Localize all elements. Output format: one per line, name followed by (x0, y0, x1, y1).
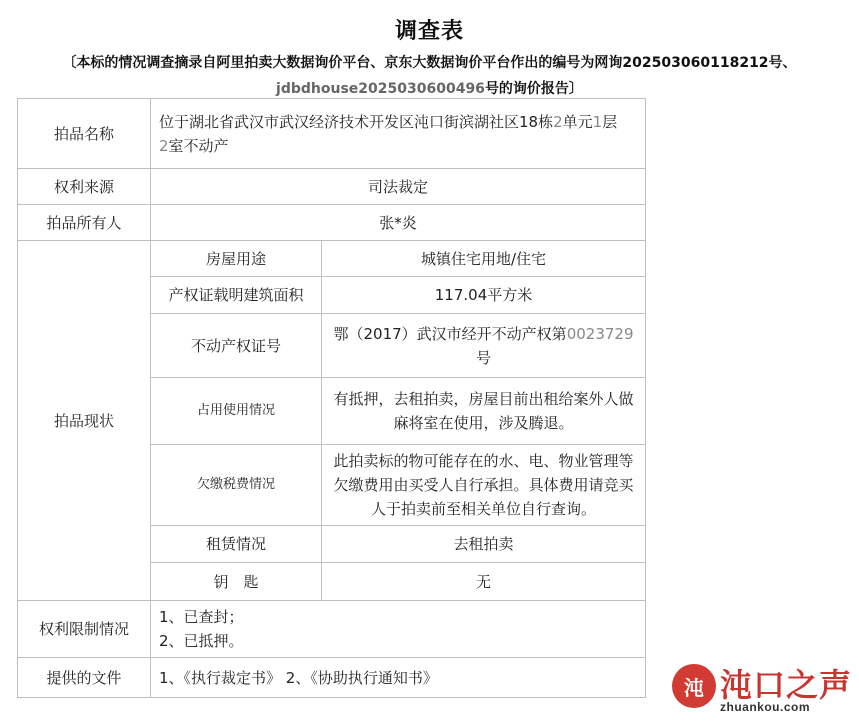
row-label-rights-source: 权利来源 (18, 169, 151, 205)
documents-value: 1、《执行裁定书》 2、《协助执行通知书》 (151, 658, 646, 698)
arrears-label: 欠缴税费情况 (151, 445, 322, 526)
row-label-owner: 拍品所有人 (18, 205, 151, 241)
cert-value (322, 314, 646, 378)
watermark-name: 沌口之声 (720, 666, 853, 704)
site-watermark (672, 660, 852, 718)
source-note-suffix: 号的询价报告〕 (484, 81, 583, 97)
survey-table (17, 98, 646, 698)
item-room-text: 室不动产 (168, 136, 229, 155)
restriction-item-1: 1、已查封； (159, 608, 244, 626)
row-label-documents: 提供的文件 (18, 658, 151, 698)
item-floor-number: 1 (592, 112, 603, 131)
table-row (18, 99, 646, 169)
page-title: 调查表 (394, 19, 464, 44)
lease-label: 租赁情况 (151, 526, 322, 563)
table-row (18, 658, 646, 698)
table-row (18, 241, 646, 277)
cert-label: 不动产权证号 (151, 314, 322, 378)
usage-label: 房屋用途 (151, 241, 322, 277)
cert-suffix: 号 (475, 348, 491, 367)
cert-number: 0023729 (566, 324, 634, 343)
item-floor-text: 层 (602, 112, 618, 131)
restrictions-value (151, 601, 646, 658)
source-note-line1: 〔本标的情况调查摘录自阿里拍卖大数据询价平台、京东大数据询价平台作出的编号为网询202503060118212号、 (62, 55, 797, 71)
item-address-text: 位于湖北省武汉市武汉经济技术开发区沌口街滨湖社区18栋 (159, 112, 554, 131)
item-room-number: 2 (159, 136, 169, 155)
table-row (18, 601, 646, 658)
area-label: 产权证载明建筑面积 (151, 277, 322, 314)
report-source-note (0, 50, 859, 102)
arrears-value: 此拍卖标的物可能存在的水、电、物业管理等欠缴费用由买受人自行承担。具体费用请竞买人于拍卖前至相关单位自行查询。 (322, 445, 646, 526)
restriction-item-2: 2、已抵押。 (159, 632, 244, 650)
rights-source-value: 司法裁定 (151, 169, 646, 205)
report-code: jdbdhouse2025030600496 (276, 81, 485, 97)
row-label-item-name: 拍品名称 (18, 99, 151, 169)
item-unit-number: 2 (553, 112, 563, 131)
owner-value: 张*炎 (151, 205, 646, 241)
row-label-restrictions: 权利限制情况 (18, 601, 151, 658)
cert-prefix: 鄂（2017）武汉市经开不动产权第 (333, 324, 567, 343)
keys-value: 无 (322, 563, 646, 601)
area-value: 117.04平方米 (322, 277, 646, 314)
occupancy-value: 有抵押，去租拍卖，房屋目前出租给案外人做麻将室在使用，涉及腾退。 (322, 378, 646, 445)
keys-label: 钥 匙 (151, 563, 322, 601)
lease-value: 去租拍卖 (322, 526, 646, 563)
row-label-status: 拍品现状 (18, 241, 151, 601)
usage-value: 城镇住宅用地/住宅 (322, 241, 646, 277)
table-row (18, 205, 646, 241)
table-row (18, 169, 646, 205)
occupancy-label: 占用使用情况 (151, 378, 322, 445)
item-unit-text: 单元 (562, 112, 593, 131)
site-logo-icon: 沌 (672, 664, 716, 708)
watermark-url: zhuankou.com (720, 700, 811, 714)
item-name-value (151, 99, 646, 169)
